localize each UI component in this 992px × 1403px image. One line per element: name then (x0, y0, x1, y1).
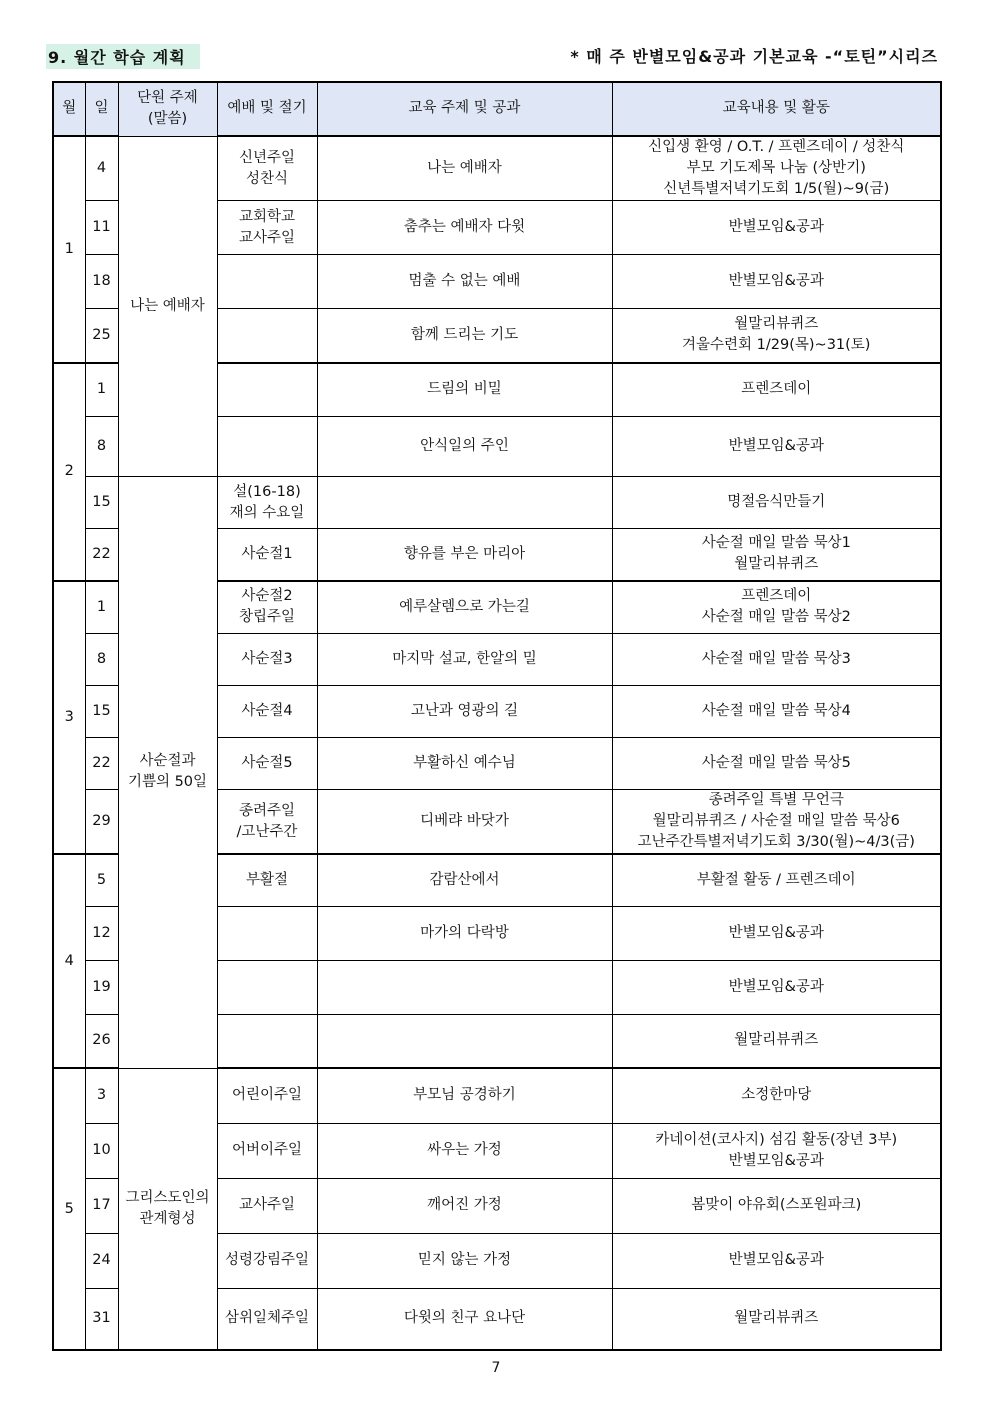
column-header-month (53, 82, 85, 136)
activity-line: 봄맞이 야유회(스포원파크) (691, 1197, 862, 1214)
topic-cell (317, 1014, 612, 1068)
topic-cell (317, 477, 612, 529)
column-header-line: 일 (94, 100, 109, 117)
worship-cell (217, 1288, 317, 1350)
day-cell: 1 (85, 363, 118, 417)
day-cell: 11 (85, 201, 118, 255)
activity-cell (612, 1233, 941, 1288)
activity-line: 반별모임&공과 (728, 1252, 824, 1269)
activity-line: 월말리뷰퀴즈 (734, 1310, 819, 1327)
day-cell: 25 (85, 309, 118, 363)
topic-cell (317, 1233, 612, 1288)
column-header-activity (612, 82, 941, 136)
topic-cell (317, 686, 612, 738)
worship-line: 부활절 (245, 871, 289, 888)
topic-line: 나는 예배자 (427, 160, 502, 177)
month-cell: 1 (53, 136, 85, 363)
month-cell: 3 (53, 581, 85, 855)
worship-cell (217, 960, 317, 1014)
topic-cell (317, 1123, 612, 1178)
topic-line: 고난과 영광의 길 (410, 703, 519, 720)
worship-line: 교사주일 (238, 229, 296, 246)
activity-cell (612, 634, 941, 686)
activity-line: 사순절 매일 말씀 묵상5 (701, 755, 851, 772)
worship-line: 사순절4 (241, 703, 293, 720)
worship-line: 사순절3 (241, 651, 293, 668)
worship-cell (217, 1014, 317, 1068)
worship-cell (217, 309, 317, 363)
topic-cell (317, 201, 612, 255)
day-cell: 29 (85, 790, 118, 855)
day-cell: 17 (85, 1178, 118, 1233)
day-cell: 10 (85, 1123, 118, 1178)
unit-theme-cell (118, 136, 217, 477)
column-header-lesson-topic (317, 82, 612, 136)
activity-cell (612, 309, 941, 363)
activity-cell (612, 686, 941, 738)
activity-cell (612, 417, 941, 477)
header-note: * 매 주 반별모임&공과 기본교육 -“토틴”시리즈 (570, 47, 938, 66)
day-cell: 15 (85, 477, 118, 529)
topic-cell (317, 529, 612, 581)
month-cell: 2 (53, 363, 85, 581)
worship-line: 사순절2 (241, 588, 293, 605)
activity-cell (612, 1014, 941, 1068)
month-cell: 4 (53, 854, 85, 1068)
worship-line: 사순절1 (241, 545, 293, 562)
worship-cell (217, 1068, 317, 1123)
activity-line: 프렌즈데이 (741, 381, 812, 398)
worship-line: 어버이주일 (231, 1142, 303, 1159)
worship-cell (217, 581, 317, 634)
activity-line: 사순절 매일 말씀 묵상2 (701, 609, 851, 626)
activity-line: 사순절 매일 말씀 묵상3 (701, 651, 851, 668)
day-cell: 4 (85, 136, 118, 201)
activity-line: 반별모임&공과 (728, 219, 824, 236)
activity-cell (612, 906, 941, 960)
activity-line: 월말리뷰퀴즈 / 사순절 매일 말씀 묵상6 (652, 813, 900, 830)
topic-cell (317, 634, 612, 686)
activity-line: 사순절 매일 말씀 묵상1 (701, 535, 851, 552)
topic-cell (317, 417, 612, 477)
worship-line: 신년주일 (238, 149, 296, 166)
monthly-plan-table (52, 81, 942, 1351)
column-header-line: 단원 주제 (137, 90, 198, 107)
activity-line: 프렌즈데이 (741, 588, 812, 605)
activity-line: 반별모임&공과 (728, 978, 824, 995)
worship-cell (217, 1178, 317, 1233)
topic-line: 멈출 수 없는 예배 (408, 273, 521, 290)
activity-line: 고난주간특별저녁기도회 3/30(월)~4/3(금) (637, 834, 915, 851)
table-body (53, 136, 941, 1350)
column-header-line: 교육내용 및 활동 (722, 100, 830, 117)
day-cell: 22 (85, 529, 118, 581)
activity-line: 부활절 활동 / 프렌즈데이 (696, 871, 856, 888)
column-header-line: 예배 및 절기 (227, 100, 307, 117)
topic-line: 다윗의 친구 요나단 (403, 1310, 526, 1327)
activity-line: 반별모임&공과 (728, 438, 824, 455)
worship-cell (217, 738, 317, 790)
topic-cell (317, 960, 612, 1014)
activity-line: 명절음식만들기 (727, 494, 826, 511)
month-cell: 5 (53, 1068, 85, 1350)
table-row (53, 477, 941, 529)
day-cell: 8 (85, 634, 118, 686)
topic-cell (317, 581, 612, 634)
activity-cell (612, 529, 941, 581)
activity-line: 사순절 매일 말씀 묵상4 (701, 703, 851, 720)
activity-cell (612, 1123, 941, 1178)
worship-line: 설(16-18) (233, 483, 301, 500)
activity-cell (612, 1068, 941, 1123)
day-cell: 19 (85, 960, 118, 1014)
topic-cell (317, 738, 612, 790)
topic-cell (317, 255, 612, 309)
worship-cell (217, 1233, 317, 1288)
activity-cell (612, 363, 941, 417)
topic-line: 향유를 부은 마리아 (403, 545, 526, 562)
topic-line: 부활하신 예수님 (413, 755, 516, 772)
day-cell: 1 (85, 581, 118, 634)
worship-line: 어린이주일 (231, 1087, 303, 1104)
topic-cell (317, 854, 612, 906)
topic-line: 디베랴 바닷가 (420, 813, 509, 830)
worship-line: 삼위일체주일 (224, 1310, 310, 1327)
unit-theme-line: 기쁨의 50일 (127, 774, 208, 791)
topic-line: 마지막 설교, 한알의 밀 (392, 651, 537, 668)
activity-line: 월말리뷰퀴즈 (734, 316, 819, 333)
topic-cell (317, 1068, 612, 1123)
day-cell: 22 (85, 738, 118, 790)
topic-cell (317, 1288, 612, 1350)
worship-cell (217, 790, 317, 855)
topic-cell (317, 790, 612, 855)
topic-line: 마가의 다락방 (420, 924, 509, 941)
worship-cell (217, 529, 317, 581)
topic-line: 드림의 비밀 (427, 381, 502, 398)
activity-line: 겨울수련회 1/29(목)~31(토) (682, 337, 871, 354)
unit-theme-cell (118, 1068, 217, 1350)
worship-line: 종려주일 (238, 802, 296, 819)
topic-line: 춤추는 예배자 다윗 (403, 219, 526, 236)
unit-theme-line: 나는 예배자 (130, 297, 205, 314)
worship-line: /고난주간 (236, 823, 298, 840)
day-cell: 24 (85, 1233, 118, 1288)
worship-cell (217, 255, 317, 309)
worship-line: 재의 수요일 (229, 504, 305, 521)
column-header-line: (말씀) (147, 111, 188, 128)
column-header-unit-theme (118, 82, 217, 136)
activity-line: 반별모임&공과 (728, 273, 824, 290)
activity-cell (612, 1178, 941, 1233)
day-cell: 26 (85, 1014, 118, 1068)
activity-line: 신입생 환영 / O.T. / 프렌즈데이 / 성찬식 (648, 139, 905, 155)
column-header-day (85, 82, 118, 136)
column-header-line: 교육 주제 및 공과 (408, 100, 521, 117)
section-title: 9. 월간 학습 계획 (46, 44, 200, 69)
worship-line: 사순절5 (241, 755, 293, 772)
worship-cell (217, 201, 317, 255)
topic-cell (317, 906, 612, 960)
topic-cell (317, 309, 612, 363)
topic-line: 예루살렘으로 가는길 (399, 598, 530, 615)
day-cell: 8 (85, 417, 118, 477)
unit-theme-line: 관계형성 (139, 1210, 196, 1227)
topic-cell (317, 363, 612, 417)
worship-cell (217, 634, 317, 686)
worship-cell (217, 906, 317, 960)
topic-line: 부모님 공경하기 (413, 1087, 516, 1104)
topic-cell (317, 1178, 612, 1233)
activity-line: 소정한마당 (741, 1087, 812, 1104)
worship-line: 성령강림주일 (224, 1252, 310, 1269)
topic-line: 함께 드리는 기도 (410, 326, 519, 343)
topic-line: 깨어진 가정 (427, 1197, 502, 1214)
worship-line: 창립주일 (238, 609, 296, 626)
day-cell: 12 (85, 906, 118, 960)
worship-cell (217, 854, 317, 906)
column-header-worship-season (217, 82, 317, 136)
activity-cell (612, 255, 941, 309)
table-row (53, 1068, 941, 1123)
activity-line: 종려주일 특별 무언극 (708, 792, 844, 809)
topic-line: 안식일의 주인 (420, 438, 509, 455)
worship-cell (217, 1123, 317, 1178)
unit-theme-cell (118, 477, 217, 1069)
topic-line: 싸우는 가정 (427, 1142, 502, 1159)
worship-cell (217, 363, 317, 417)
column-header-line: 월 (62, 100, 77, 117)
topic-line: 믿지 않는 가정 (417, 1252, 512, 1269)
worship-cell (217, 477, 317, 529)
activity-cell (612, 854, 941, 906)
activity-line: 반별모임&공과 (728, 1152, 824, 1169)
table-header-row (53, 82, 941, 136)
activity-cell (612, 581, 941, 634)
activity-cell (612, 960, 941, 1014)
page-number: 7 (491, 1360, 501, 1376)
topic-cell (317, 136, 612, 201)
activity-cell (612, 1288, 941, 1350)
day-cell: 31 (85, 1288, 118, 1350)
activity-cell (612, 738, 941, 790)
topic-line: 감람산에서 (429, 871, 500, 888)
worship-cell (217, 686, 317, 738)
activity-line: 월말리뷰퀴즈 (734, 556, 819, 573)
day-cell: 18 (85, 255, 118, 309)
activity-cell (612, 136, 941, 201)
worship-cell (217, 417, 317, 477)
activity-line: 반별모임&공과 (728, 924, 824, 941)
unit-theme-line: 사순절과 (139, 753, 196, 770)
worship-line: 교회학교 (238, 208, 296, 225)
day-cell: 5 (85, 854, 118, 906)
table-row (53, 136, 941, 201)
activity-line: 부모 기도제목 나눔 (상반기) (686, 160, 866, 177)
activity-cell (612, 790, 941, 855)
worship-line: 성찬식 (245, 170, 289, 187)
activity-cell (612, 477, 941, 529)
day-cell: 3 (85, 1068, 118, 1123)
day-cell: 15 (85, 686, 118, 738)
unit-theme-line: 그리스도인의 (125, 1189, 210, 1206)
worship-line: 교사주일 (238, 1197, 296, 1214)
activity-line: 카네이션(코사지) 섬김 활동(장년 3부) (655, 1131, 898, 1148)
activity-line: 신년특별저녁기도회 1/5(월)~9(금) (663, 181, 890, 198)
activity-line: 월말리뷰퀴즈 (734, 1032, 819, 1049)
worship-cell (217, 136, 317, 201)
activity-cell (612, 201, 941, 255)
